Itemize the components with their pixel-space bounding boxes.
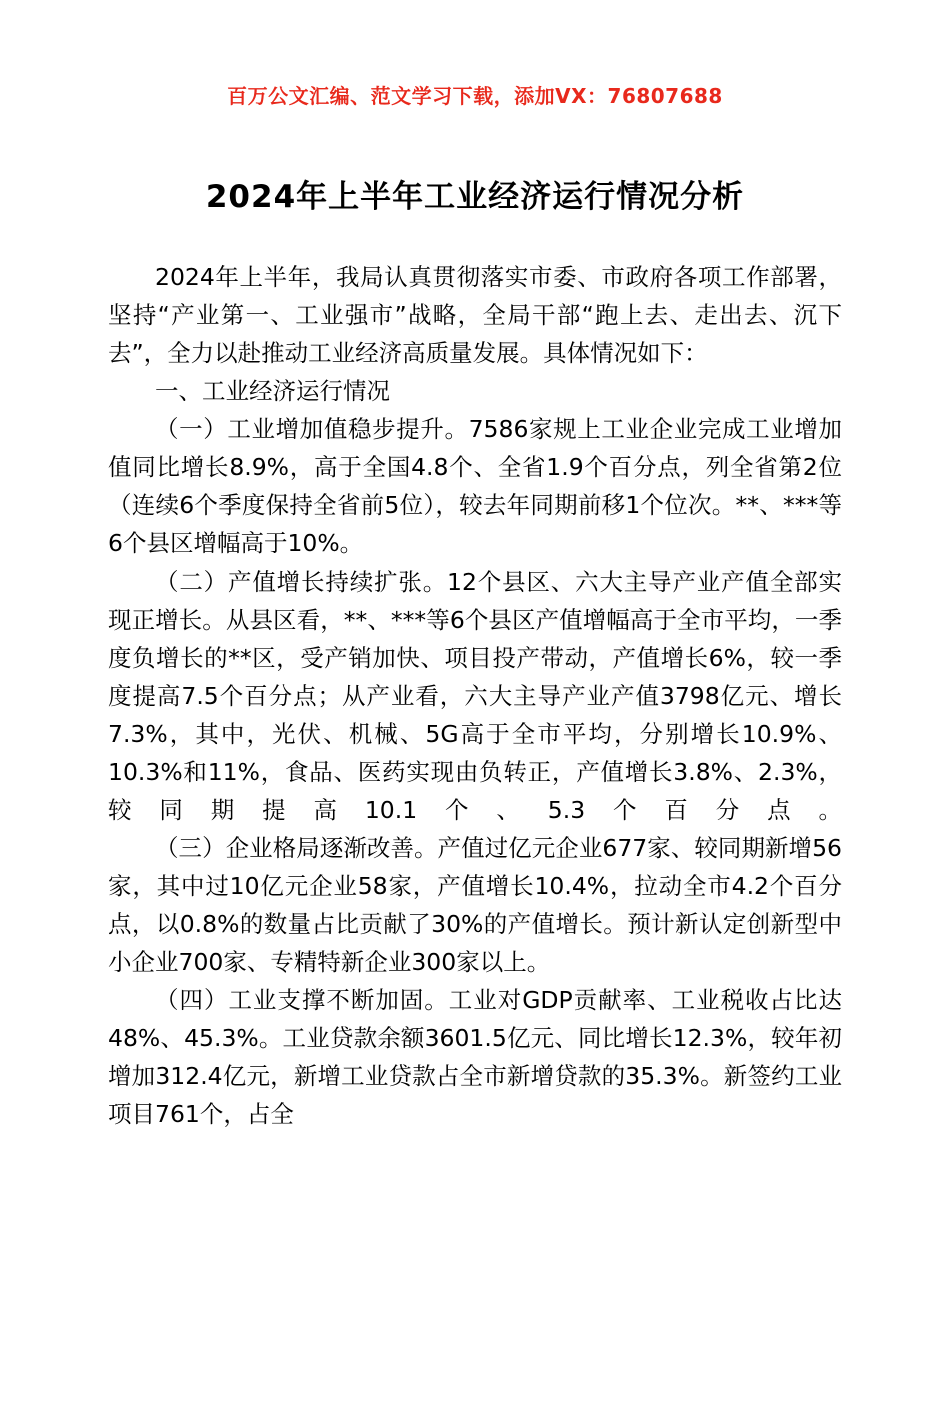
paragraph-intro: 2024年上半年，我局认真贯彻落实市委、市政府各项工作部署，坚持“产业第一、工业强市”战略，全局干部“跑上去、走出去、沉下去”，全力以赴推动工业经济高质量发展。具体情况如下： bbox=[108, 263, 842, 368]
page-title: 2024年上半年工业经济运行情况分析 bbox=[205, 179, 745, 215]
paragraph-section-1: 一、工业经济运行情况 bbox=[155, 377, 390, 406]
document-page bbox=[0, 80, 950, 1424]
paragraph-item-4: （四）工业支撑不断加固。工业对GDP贡献率、工业税收占比达48%、45.3%。工业贷款余额3601.5亿元、同比增长12.3%，较年初增加312.4亿元，新增工业贷款占全市新增贷款的35.3%。新签约工业项目761个，占全 bbox=[108, 986, 842, 1129]
paragraph-item-2: （二）产值增长持续扩张。12个县区、六大主导产业产值全部实现正增长。从县区看，**、***等6个县区产值增幅高于全市平均，一季度负增长的**区，受产销加快、项目投产带动，产值增长6%，较一季度提高7.5个百分点；从产业看，六大主导产业产值3798亿元、增长7.3%，其中，光伏、机械、5G高于全市平均，分别增长10.9%、10.3%和11%，食品、医药实现由负转正，产值增长3.8%、2.3%，较同期提高10.1个、5.3个百分点。 bbox=[108, 567, 842, 824]
document-body bbox=[108, 258, 842, 1133]
promo-banner: 百万公文汇编、范文学习下载，添加VX：76807688 bbox=[227, 84, 723, 108]
paragraph-item-3: （三）企业格局逐渐改善。产值过亿元企业677家、较同期新增56家，其中过10亿元企业58家，产值增长10.4%，拉动全市4.2个百分点，以0.8%的数量占比贡献了30%的产值增长。预计新认定创新型中小企业700家、专精特新企业300家以上。 bbox=[108, 833, 842, 977]
paragraph-item-1: （一）工业增加值稳步提升。7586家规上工业企业完成工业增加值同比增长8.9%，高于全国4.8个、全省1.9个百分点，列全省第2位（连续6个季度保持全省前5位），较去年同期前移1个位次。**、***等6个县区增幅高于10%。 bbox=[108, 415, 842, 558]
